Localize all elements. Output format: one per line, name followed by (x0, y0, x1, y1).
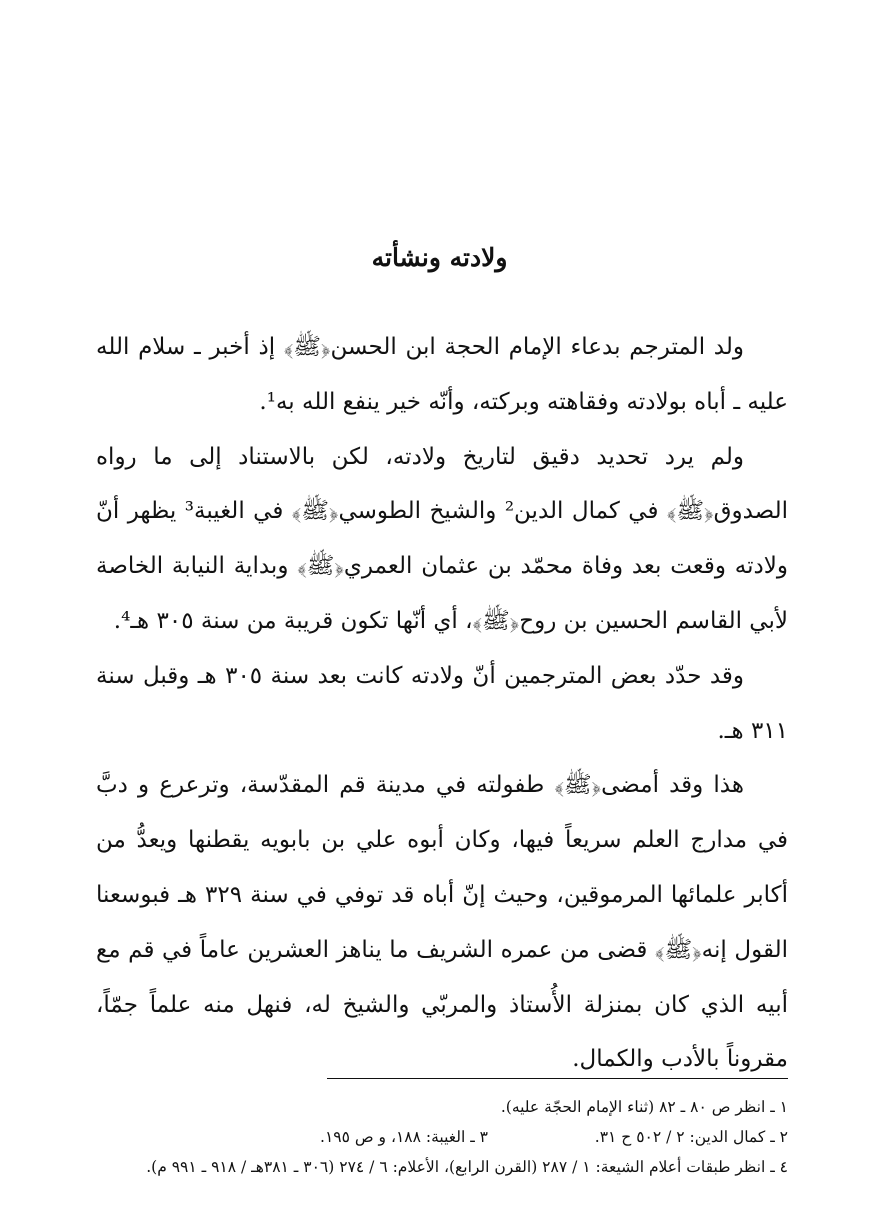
footnotes (60, 1092, 788, 1182)
paragraph-birth-prayer: ولد المترجم بدعاء الإمام الحجة ابن الحسن﴿ﷺ﴾ إذ أخبر ـ سلام الله عليه ـ أباه بولادته وفقاهته وبركته، وأنّه خير ينفع الله به¹. (96, 334, 788, 415)
paragraph-birth-date: ولم يرد تحديد دقيق لتاريخ ولادته، لكن بالاستناد إلى ما رواه الصدوق﴿ﷺ﴾ في كمال الدين² والشيخ الطوسي﴿ﷺ﴾ في الغيبة³ يظهر أنّ ولادته وقعت بعد وفاة محمّد بن عثمان العمري﴿ﷺ﴾ وبداية النيابة الخاصة لأبي القاسم الحسين بن روح﴿ﷺ﴾، أي أنّها تكون قريبة من سنة ٣٠٥ هـ⁴. (96, 443, 788, 634)
paragraph-upbringing: هذا وقد أمضى﴿ﷺ﴾ طفولته في مدينة قم المقدّسة، وترعرع و دبَّ في مدارج العلم سريعاً فيها، وكان أبوه علي بن بابويه يقطنها ويعدُّ من أكابر علمائها المرموقين، وحيث إنّ أباه قد توفي في سنة ٣٢٩ هـ فبوسعنا القول إنه﴿ﷺ﴾ قضى من عمره الشريف ما يناهز العشرين عاماً في قم مع أبيه الذي كان بمنزلة الأُستاذ والمربّي والشيخ له، فنهل منه علماً جمّاً، مقروناً بالأدب والكمال. (96, 772, 788, 1073)
footnote-separator (327, 1078, 788, 1079)
footnote-4: ٤ ـ انظر طبقات أعلام الشيعة: ١ / ٢٨٧ (القرن الرابع)، الأعلام: ٦ / ٢٧٤ (٣٠٦ ـ ٣٨١هـ / ٩١٨ ـ ٩٩١ م). (146, 1158, 788, 1176)
chapter-title: ولادته ونشأته (371, 243, 508, 272)
footnote-row-2-3 (60, 1122, 788, 1152)
footnote-3: ٣ ـ الغيبة: ١٨٨، و ص ١٩٥. (320, 1128, 488, 1146)
body-text (96, 320, 788, 1087)
footnote-1: ١ ـ انظر ص ٨٠ ـ ٨٢ (ثناء الإمام الحجّة عليه). (500, 1098, 788, 1116)
footnote-2: ٢ ـ كمال الدين: ٢ / ٥٠٢ ح ٣١. (594, 1128, 788, 1146)
paragraph-birth-range: وقد حدّد بعض المترجمين أنّ ولادته كانت بعد سنة ٣٠٥ هـ وقبل سنة ٣١١ هـ. (96, 662, 788, 744)
